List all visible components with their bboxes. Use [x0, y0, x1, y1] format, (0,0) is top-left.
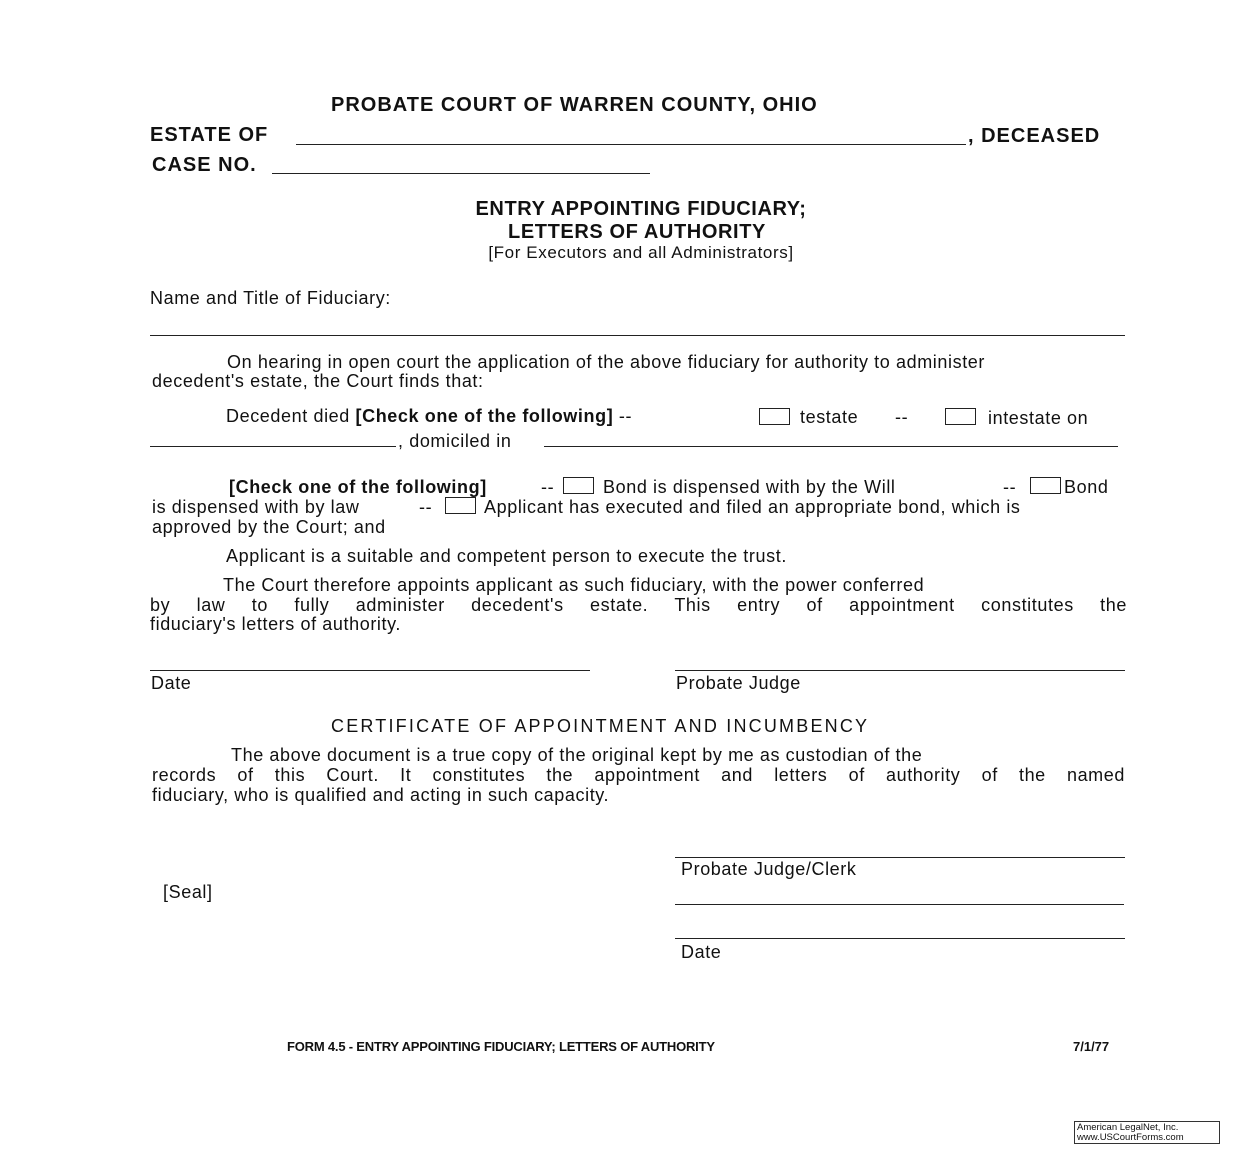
judge-clerk-signature-line[interactable]: [675, 857, 1125, 858]
document-scope: [For Executors and all Administrators]: [488, 243, 794, 262]
judge-clerk-label: Probate Judge/Clerk: [681, 859, 857, 879]
date-signature-line[interactable]: [150, 670, 590, 671]
testate-checkbox[interactable]: [759, 408, 790, 425]
domicile-field[interactable]: [544, 446, 1118, 447]
appoint-text-line1: The Court therefore appoints applicant as such fiduciary, with the power conferred: [223, 575, 925, 595]
bond-filed-checkbox[interactable]: [445, 497, 476, 514]
certificate-text-line1: The above document is a true copy of the original kept by me as custodian of the: [231, 745, 923, 765]
intestate-label: intestate on: [988, 408, 1089, 428]
case-no-label: CASE NO.: [152, 154, 257, 176]
seal-label: [Seal]: [163, 882, 213, 902]
intestate-checkbox[interactable]: [945, 408, 976, 425]
appoint-text-line3: fiduciary's letters of authority.: [150, 614, 401, 634]
appoint-text-line2: by law to fully administer decedent's estate. This entry of appointment constitutes the: [150, 595, 1127, 615]
bond-check-instruction: [Check one of the following]: [229, 477, 487, 497]
probate-judge-label: Probate Judge: [676, 673, 801, 693]
decedent-check-instruction: [Check one of the following]: [355, 406, 614, 426]
bond-will-label: Bond is dispensed with by the Will: [603, 477, 896, 497]
appoint-text-block: [150, 595, 1127, 615]
bond-filed-label-cont: approved by the Court; and: [152, 517, 386, 537]
hearing-text-line2: decedent's estate, the Court finds that:: [152, 371, 484, 391]
court-heading: PROBATE COURT OF WARREN COUNTY, OHIO: [331, 94, 818, 116]
certificate-date-line[interactable]: [675, 938, 1125, 939]
certificate-text-line2: records of this Court. It constitutes the appointment and letters of authority of the named: [152, 765, 1125, 785]
publisher-name: American LegalNet, Inc.: [1077, 1122, 1179, 1133]
certificate-date-label: Date: [681, 942, 722, 962]
fiduciary-name-field[interactable]: [150, 335, 1125, 336]
form-revision: 7/1/77: [1073, 1039, 1110, 1054]
fiduciary-label: Name and Title of Fiduciary:: [150, 288, 391, 308]
publisher-url[interactable]: www.USCourtForms.com: [1077, 1132, 1184, 1143]
bond-label: Bond: [1064, 477, 1109, 497]
certificate-text-line3: fiduciary, who is qualified and acting in such capacity.: [152, 785, 610, 805]
form-footer: FORM 4.5 - ENTRY APPOINTING FIDUCIARY; LETTERS OF AUTHORITY: [287, 1039, 715, 1054]
dash: --: [419, 497, 433, 517]
death-date-field[interactable]: [150, 446, 396, 447]
certificate-heading: CERTIFICATE OF APPOINTMENT AND INCUMBENCY: [331, 716, 870, 736]
certificate-extra-line[interactable]: [675, 904, 1124, 905]
estate-name-field[interactable]: [296, 144, 966, 145]
dash: --: [541, 477, 555, 497]
bond-law-label: is dispensed with by law: [152, 497, 360, 517]
suitable-statement: Applicant is a suitable and competent person to execute the trust.: [226, 546, 787, 566]
dash: --: [618, 406, 633, 426]
case-no-field[interactable]: [272, 173, 650, 174]
estate-of-label: ESTATE OF: [150, 124, 269, 146]
decedent-died-row: [226, 406, 632, 427]
certificate-text-block: [152, 765, 1125, 785]
publisher-box: [1074, 1121, 1220, 1144]
domiciled-label: , domiciled in: [398, 431, 512, 451]
deceased-label: , DECEASED: [968, 125, 1101, 147]
decedent-died-label: Decedent died: [226, 406, 350, 426]
bond-dispensed-will-checkbox[interactable]: [563, 477, 594, 494]
bond-filed-label: Applicant has executed and filed an appropriate bond, which is: [484, 497, 1021, 517]
document-subtitle: LETTERS OF AUTHORITY: [508, 221, 766, 243]
bond-dispensed-law-checkbox[interactable]: [1030, 477, 1061, 494]
hearing-text-line1: On hearing in open court the application of the above fiduciary for authority to administer: [227, 352, 986, 372]
date-label: Date: [151, 673, 192, 693]
testate-label: testate: [800, 407, 859, 427]
dash: --: [1003, 477, 1017, 497]
document-title: ENTRY APPOINTING FIDUCIARY;: [475, 198, 807, 220]
judge-signature-line[interactable]: [675, 670, 1125, 671]
dash: --: [895, 407, 909, 427]
